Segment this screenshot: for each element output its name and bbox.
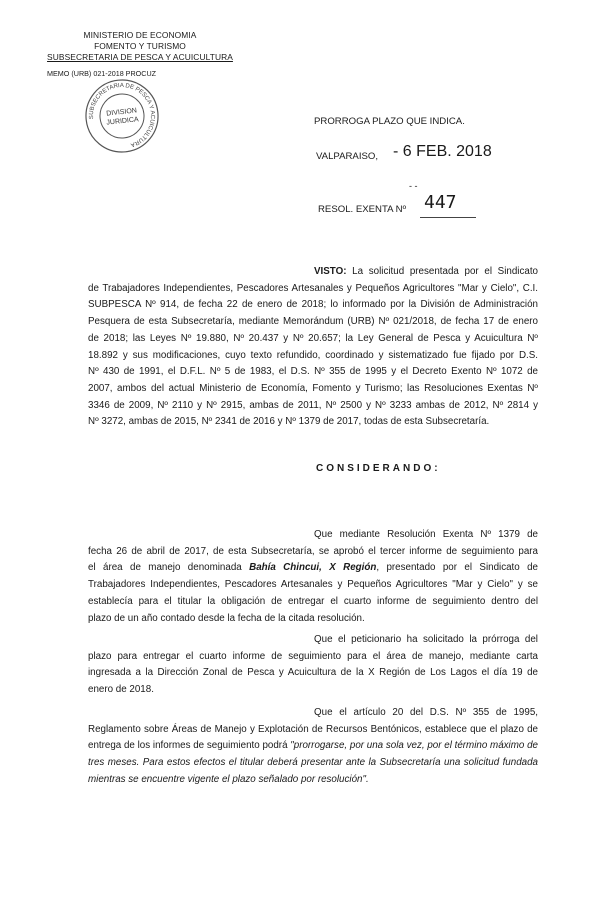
p2-line: enero de 2018.	[88, 684, 154, 696]
resolution-number-underline	[420, 217, 476, 218]
visto-lead: VISTO:	[314, 266, 347, 277]
visto-line: 2007, ambos del actual Ministerio de Economía, Fomento y Turismo; las Resoluciones Exentas Nº	[88, 382, 538, 394]
visto-line: Nº 3272, ambas de 2015, Nº 2341 de 2016 y Nº 1379 de 2017, todas de esta Subsecretaría.	[88, 416, 490, 428]
division-juridica-stamp	[80, 74, 164, 158]
p2-line: Que el peticionario ha solicitado la prórroga del	[314, 634, 538, 645]
p2-line: ingresada a la Dirección Zonal de Pesca y Acuicultura de la X Región de Los Lagos el día 19 de	[88, 667, 538, 679]
visto-paragraph	[88, 264, 538, 431]
visto-line: SUBPESCA Nº 914, de fecha 22 de enero de 2018; lo informado por la División de Administración	[88, 299, 538, 311]
quoted-text: "prorrogarse, por una sola vez, por el término máximo de	[290, 740, 538, 752]
p2-line: plazo para entregar el cuarto informe de seguimiento para el área de manejo, mediante carta	[88, 650, 538, 662]
considerando-paragraph-3	[88, 705, 538, 789]
ink-ticks: - -	[409, 181, 418, 191]
visto-line: de 2018; las Leyes Nº 19.880, Nº 20.437 y Nº 20.657; la Ley General de Pesca y Acuicultura Nº	[88, 332, 538, 344]
header-line-subsecretaria: SUBSECRETARIA DE PESCA Y ACUICULTURA	[47, 52, 233, 62]
visto-line: Pesquera de esta Subsecretaría, mediante Memorándum (URB) Nº 021/2018, de fecha 17 de enero	[88, 316, 538, 328]
p1-line: establecía para el titular la obligación de entregar el cuarto informe de seguimiento dentro del	[88, 595, 538, 607]
ministry-header	[40, 30, 240, 63]
p3-line	[88, 738, 538, 755]
considerando-paragraph-2	[88, 632, 538, 699]
visto-line: 18.892 y sus modificaciones, cuyo texto refundido, coordinado y sistematizado fue fijado por D.S.	[88, 349, 538, 361]
svg-text:JURIDICA: JURIDICA	[106, 116, 139, 127]
place-label: VALPARAISO,	[316, 151, 379, 162]
visto-line-1-text: La solicitud presentada por el Sindicato	[352, 266, 538, 277]
p1-line	[88, 560, 538, 577]
resolution-label: RESOL. EXENTA Nº	[318, 204, 407, 215]
p3-line: Que el artículo 20 del D.S. Nº 355 de 1995,	[314, 707, 538, 718]
visto-line: de Trabajadores Independientes, Pescadores Artesanales y Pequeños Agricultores "Mar y Cielo", C.I.	[88, 282, 538, 294]
p1-line: Que mediante Resolución Exenta Nº 1379 de	[314, 529, 538, 540]
visto-line: 3346 de 2009, Nº 2110 y Nº 2915, ambas de 2011, Nº 2500 y Nº 3233 ambas de 2012, Nº 2814 y	[88, 399, 538, 411]
considerando-paragraph-1	[88, 527, 538, 627]
p3-line: tres meses. Para estos efectos el titular deberá presentar ante la Subsecretaría una solicitud fundada	[88, 757, 538, 769]
p1-line: Trabajadores Independientes, Pescadores Artesanales y Pequeños Agricultores "Mar y Cielo" y se	[88, 579, 538, 591]
resolution-date: - 6 FEB. 2018	[393, 143, 492, 160]
visto-line: Nº 430 de 1991, el D.F.L. Nº 5 de 1983, el D.S. Nº 355 de 1995 y el Decreto Exento Nº 1072 de	[88, 366, 538, 378]
p1-line-part: el área de manejo denominada	[88, 562, 242, 574]
p3-line: mientras se encuentre vigente el plazo señalado por resolución".	[88, 773, 369, 785]
considerando-heading: CONSIDERANDO:	[316, 463, 441, 474]
header-line-ministry: MINISTERIO DE ECONOMIA	[83, 30, 197, 40]
header-line-fomento: FOMENTO Y TURISMO	[94, 41, 186, 51]
svg-text:DIVISION: DIVISION	[105, 107, 138, 118]
p1-line-part: , presentado por el Sindicato de	[376, 562, 538, 574]
p3-line-part: entrega de los informes de seguimiento podrá	[88, 740, 291, 752]
visto-line-1	[88, 264, 538, 281]
p1-line: fecha 26 de abril de 2017, de esta Subsecretaría, se aprobó el tercer informe de seguimiento para	[88, 545, 538, 557]
p3-line: Reglamento sobre Áreas de Manejo y Explotación de Recursos Bentónicos, establece que el plazo de	[88, 723, 538, 735]
resolution-number: 447	[424, 192, 457, 213]
p1-line: plazo de un año contado desde la fecha de la citada resolución.	[88, 612, 365, 624]
stamp-ring-text: SUBSECRETARIA DE PESCA Y ACUICULTURA	[88, 82, 156, 148]
area-name: Bahía Chincui, X Región	[249, 562, 377, 574]
memo-reference: MEMO (URB) 021-2018 PROCUZ	[47, 69, 157, 78]
document-subject: PRORROGA PLAZO QUE INDICA.	[314, 116, 465, 127]
